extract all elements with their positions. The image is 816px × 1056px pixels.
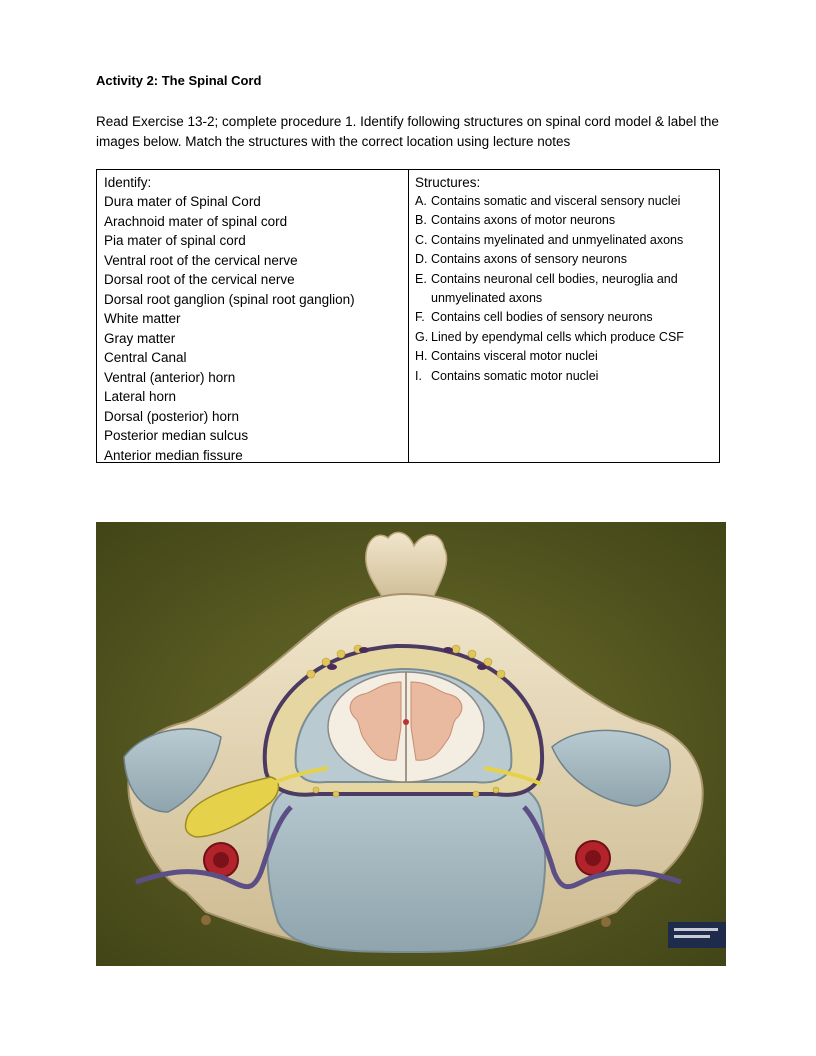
identify-item: Arachnoid mater of spinal cord: [104, 213, 288, 229]
structure-item: [415, 347, 719, 366]
structure-text: Contains myelinated and unmyelinated axons: [431, 232, 684, 247]
structure-item: [415, 231, 719, 250]
structure-letter: E.: [415, 271, 427, 286]
identify-header: Identify:: [104, 175, 152, 190]
structures-column: [409, 170, 719, 462]
identify-structures-table: [96, 169, 720, 463]
identify-item: White matter: [104, 311, 181, 326]
identify-item: Anterior median fissure: [104, 447, 243, 463]
structure-text: Contains somatic and visceral sensory nuclei: [431, 194, 681, 208]
identify-item: Dorsal root ganglion (spinal root ganglion): [104, 291, 355, 307]
identify-column: [97, 170, 409, 462]
identify-item: Central Canal: [104, 350, 187, 365]
structure-item: [415, 367, 719, 386]
structure-item: [415, 211, 719, 230]
identify-item: Ventral root of the cervical nerve: [104, 252, 298, 268]
structures-header: Structures:: [415, 175, 481, 190]
structure-item: [415, 328, 719, 347]
structure-text: Contains axons of motor neurons: [431, 213, 616, 228]
identify-item: Lateral horn: [104, 389, 177, 404]
structures-list: [415, 192, 719, 386]
structure-letter: I.: [415, 368, 422, 383]
identify-item: Dura mater of Spinal Cord: [104, 194, 261, 209]
identify-item: Dorsal root of the cervical nerve: [104, 272, 295, 287]
central-canal: [403, 719, 409, 725]
bone-marker-left: [201, 915, 211, 925]
identify-item: Posterior median sulcus: [104, 428, 249, 443]
instructions-paragraph: Read Exercise 13-2; complete procedure 1. Identify following structures on spinal cord model & label the images below. Match the structures with the correct location using lecture notes: [96, 114, 719, 149]
activity-title: Activity 2: The Spinal Cord: [96, 73, 262, 88]
structure-letter: B.: [415, 213, 427, 228]
model-plaque-text-line: [674, 928, 718, 931]
spinal-cord-model-photo: [96, 522, 726, 966]
structure-letter: A.: [415, 194, 427, 208]
spinal-cord-model-illustration: [96, 522, 726, 966]
identify-item: Dorsal (posterior) horn: [104, 408, 240, 424]
structure-letter: D.: [415, 252, 428, 267]
identify-list: [104, 192, 408, 465]
structure-text: Lined by ependymal cells which produce CSF: [431, 329, 684, 344]
structure-item: [415, 270, 719, 309]
identify-item: Pia mater of spinal cord: [104, 233, 246, 248]
structure-letter: F.: [415, 310, 425, 325]
structure-text: Contains axons of sensory neurons: [431, 252, 627, 267]
structure-text: Contains visceral motor nuclei: [431, 349, 598, 364]
model-plaque-text-line: [674, 935, 710, 938]
bone-marker-right: [601, 917, 611, 927]
structure-item: [415, 308, 719, 327]
structure-text: Contains cell bodies of sensory neurons: [431, 310, 653, 325]
structure-letter: C.: [415, 232, 428, 247]
identify-item: Ventral (anterior) horn: [104, 369, 236, 385]
structure-item: [415, 250, 719, 269]
structure-letter: G.: [415, 329, 429, 344]
vertebral-artery-right: [576, 841, 610, 875]
identify-item: Gray matter: [104, 330, 176, 346]
vertebral-body-disc: [267, 776, 545, 952]
structure-item: [415, 192, 719, 211]
structure-text: Contains somatic motor nuclei: [431, 368, 599, 383]
structure-letter: H.: [415, 349, 428, 364]
structure-text: Contains neuronal cell bodies, neuroglia and unmyelinated axons: [431, 271, 678, 306]
